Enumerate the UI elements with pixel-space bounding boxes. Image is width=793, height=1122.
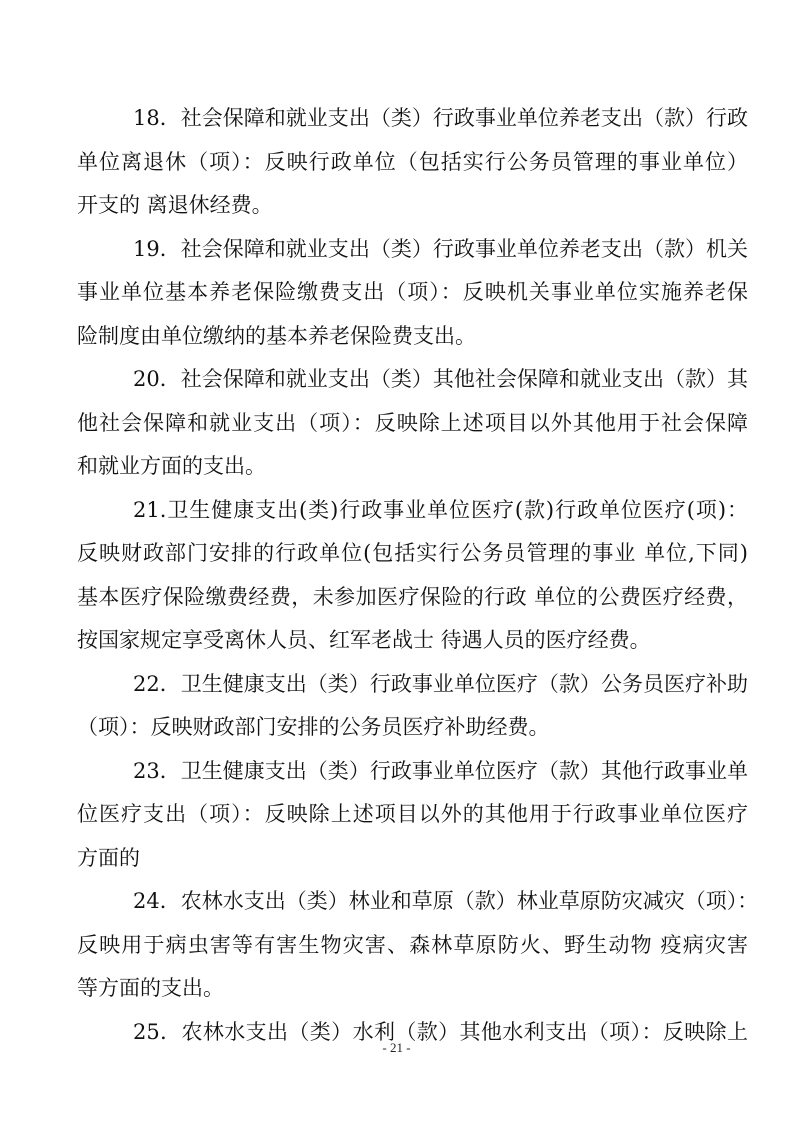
text-line: 19．社会保障和就业支出（类）行政事业单位养老支出（款）机关 [133, 236, 748, 261]
text-line: 20．社会保障和就业支出（类）其他社会保障和就业支出（款）其 [133, 367, 748, 391]
text-line: 单位离退休（项）：反映行政单位（包括实行公务员管理的事业单位） [77, 149, 748, 174]
paragraph [77, 880, 759, 1011]
paragraph [77, 750, 748, 881]
text-line: 24．农林水支出（类）林业和草原（款）林业草原防灾减灾（项）： [133, 889, 759, 913]
text-line: 事业单位基本养老保险缴费支出（项）：反映机关事业单位实施养老保 [77, 280, 748, 304]
text-line: 位医疗支出（项）：反映除上述项目以外的其他用于行政事业单位医疗 [77, 802, 748, 826]
text-line: 反映财政部门安排的行政单位(包括实行公务员管理的事业 单位,下同) [77, 541, 748, 565]
text-line: 等方面的支出。 [77, 976, 224, 1000]
paragraph [77, 228, 748, 359]
paragraph [77, 97, 748, 228]
text-line: 23．卫生健康支出（类）行政事业单位医疗（款）其他行政事业单 [133, 758, 748, 783]
text-line: 方面的 [77, 845, 140, 870]
text-line: 他社会保障和就业支出（项）：反映除上述项目以外其他用于社会保障 [77, 410, 748, 435]
text-line: 和就业方面的支出。 [77, 454, 266, 478]
text-line: 险制度由单位缴纳的基本养老保险费支出。 [77, 323, 476, 348]
text-line: 反映用于病虫害等有害生物灾害、森林草原防火、野生动物 疫病灾害 [77, 932, 748, 957]
text-line: 开支的 离退休经费。 [77, 193, 273, 217]
text-line: 21.卫生健康支出(类)行政事业单位医疗(款)行政单位医疗(项)： [133, 497, 748, 522]
text-line: 25．农林水支出（类）水利（款）其他水利支出（项）：反映除上 [133, 1019, 748, 1044]
text-line: 基本医疗保险缴费经费，未参加医疗保险的行政 单位的公费医疗经费， [77, 584, 748, 609]
text-line: 18．社会保障和就业支出（类）行政事业单位养老支出（款）行政 [133, 106, 748, 130]
text-line: （项）：反映财政部门安排的公务员医疗补助经费。 [77, 715, 550, 739]
paragraph [77, 489, 748, 663]
text-line: 22．卫生健康支出（类）行政事业单位医疗（款）公务员医疗补助 [133, 671, 748, 696]
paragraph [77, 358, 748, 489]
page-number: - 21 - [382, 1040, 411, 1055]
paragraph [77, 663, 748, 750]
text-line: 按国家规定享受离休人员、红军老战士 待遇人员的医疗经费。 [77, 628, 651, 652]
document-body [77, 97, 759, 1054]
